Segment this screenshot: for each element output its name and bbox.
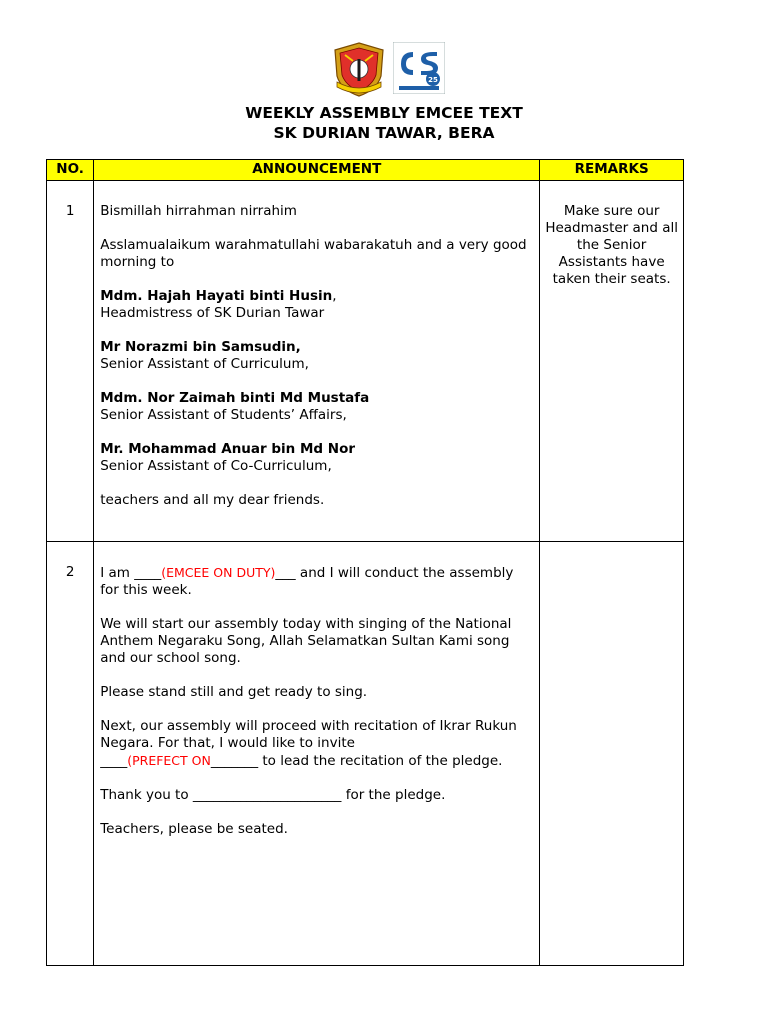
header-announcement: ANNOUNCEMENT [94, 160, 540, 181]
person-co-curriculum [100, 441, 533, 475]
person-headmistress: Mdm. Hajah Hayati binti Husin, Headmistress of SK Durian Tawar [100, 288, 337, 321]
cs-25-logo [393, 42, 445, 94]
announcement-cell [94, 181, 540, 542]
thank-you-paragraph: Thank you to ______________________ for the pledge. [100, 787, 446, 803]
remarks-cell: Make sure our Headmaster and all the Senior Assistants have taken their seats. [540, 181, 684, 542]
logo-25-label: 25 [428, 76, 438, 84]
table-row [47, 542, 684, 966]
announcement-cell [94, 542, 540, 966]
emcee-placeholder: (EMCEE ON DUTY) [161, 565, 276, 580]
person-role: Headmistress of SK Durian Tawar [100, 305, 325, 321]
person-name: Mr Norazmi bin Samsudin, [100, 339, 301, 355]
table-header-row [47, 160, 684, 181]
closing-greeting: teachers and all my dear friends. [100, 492, 325, 508]
opening-greeting: Bismillah hirrahman nirrahim [100, 203, 297, 219]
title-line-2: SK DURIAN TAWAR, BERA [273, 124, 495, 142]
emcee-script-table [46, 159, 684, 966]
remarks-cell [540, 542, 684, 966]
person-curriculum [100, 339, 533, 373]
be-seated-paragraph: Teachers, please be seated. [100, 821, 288, 837]
header-no: NO. [47, 160, 94, 181]
person-name: Mdm. Hajah Hayati binti Husin [100, 288, 333, 304]
salam-greeting: Asslamualaikum warahmatullahi wabarakatuh and a very good morning to [100, 237, 527, 270]
title-line-1: WEEKLY ASSEMBLY EMCEE TEXT [245, 104, 523, 122]
row-number: 2 [47, 542, 94, 966]
person-name: Mdm. Nor Zaimah binti Md Mustafa [100, 390, 370, 406]
person-student-affairs [100, 390, 533, 424]
prefect-placeholder: (PREFECT ON [127, 753, 211, 768]
stand-still-paragraph: Please stand still and get ready to sing. [100, 684, 368, 700]
person-role: Senior Assistant of Co-Curriculum, [100, 458, 332, 474]
document-title [0, 103, 768, 143]
school-crest-logo [331, 40, 387, 98]
pledge-paragraph: Next, our assembly will proceed with recitation of Ikrar Rukun Negara. For that, I would like to invite ____(PREFECT ON_______ to lead the recitation of the pledge. [100, 718, 517, 769]
header-remarks: REMARKS [540, 160, 684, 181]
emcee-intro: I am ____(EMCEE ON DUTY)___ and I will conduct the assembly for this week. [100, 565, 514, 598]
anthem-paragraph: We will start our assembly today with singing of the National Anthem Negaraku Song, Allah Selamatkan Sultan Kami song and our school song. [100, 616, 512, 666]
logo-area [0, 40, 768, 98]
person-role: Senior Assistant of Students’ Affairs, [100, 407, 347, 423]
row-number: 1 [47, 181, 94, 542]
table-row [47, 181, 684, 542]
person-name: Mr. Mohammad Anuar bin Md Nor [100, 441, 356, 457]
person-role: Senior Assistant of Curriculum, [100, 356, 309, 372]
